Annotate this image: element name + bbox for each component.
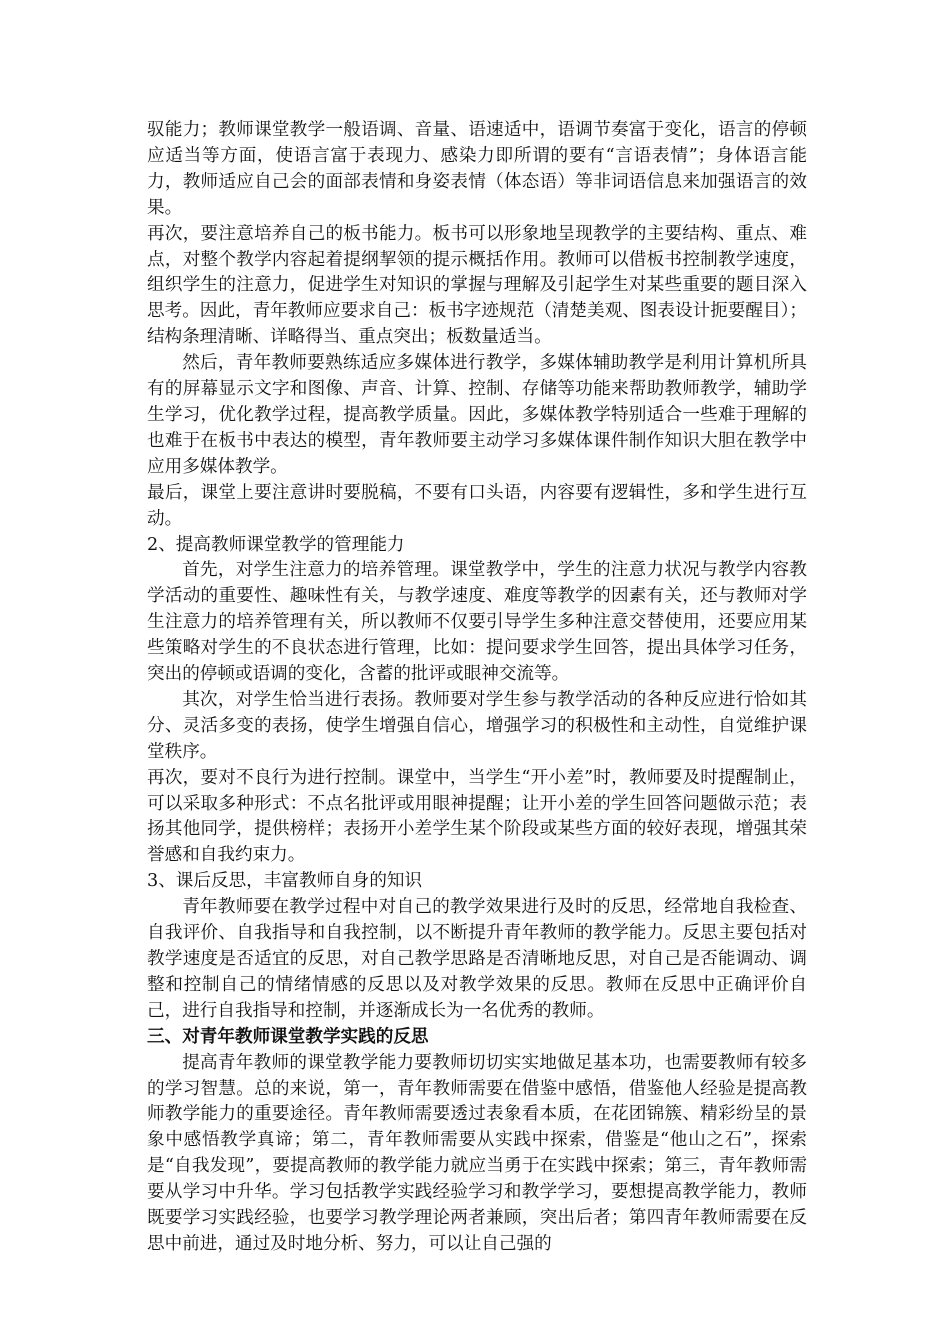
section-heading-management: 2、提高教师课堂教学的管理能力: [147, 534, 405, 555]
paragraph-multimedia: 然后，青年教师要熟练适应多媒体进行教学，多媒体辅助教学是利用计算机所具有的屏幕显示文字和图像、声音、计算、控制、存储等功能来帮助教师教学，辅助学生学习，优化教学过程，提高教学质量。因此，多媒体教学特别适合一些难于理解的也难于在板书中表达的模型，青年教师要主动学习多媒体课件制作知识大胆在教学中应用多媒体教学。: [147, 353, 807, 477]
paragraph-praise: 其次，对学生恰当进行表扬。教师要对学生参与教学活动的各种反应进行恰如其分、灵活多变的表扬，使学生增强自信心，增强学习的积极性和主动性，自觉维护课堂秩序。: [147, 689, 807, 762]
paragraph-attention-management: 首先，对学生注意力的培养管理。课堂教学中，学生的注意力状况与教学内容教学活动的重要性、趣味性有关，与教学速度、难度等教学的因素有关，还与教师对学生注意力的培养管理有关，所以教师不仅要引导学生多种注意交替使用，还要应用某些策略对学生的不良状态进行管理，比如：提问要求学生回答，提出具体学习任务，突出的停顿或语调的变化，含蓄的批评或眼神交流等。: [147, 560, 807, 685]
document-body: [147, 118, 807, 1258]
paragraph-self-reflection: 青年教师要在教学过程中对自己的教学效果进行及时的反思，经常地自我检查、自我评价、自我指导和自我控制，以不断提升青年教师的教学能力。反思主要包括对教学速度是否适宜的反思，对自己教学思路是否清晰地反思，对自己是否能调动、调整和控制自己的情绪情感的反思以及对教学效果的反思。教师在反思中正确评价自己，进行自我指导和控制，并逐渐成长为一名优秀的教师。: [147, 897, 807, 1021]
paragraph-blackboard-writing: 再次，要注意培养自己的板书能力。板书可以形象地呈现教学的主要结构、重点、难点，对整个教学内容起着提纲挈领的提示概括作用。教师可以借板书控制教学速度，组织学生的注意力，促进学生对知识的掌握与理解及引起学生对某些重要的题目深入思考。因此，青年教师应要求自己：板书字迹规范（清楚美观、图表设计扼要醒目）；结构条理清晰、详略得当、重点突出；板数量适当。: [147, 223, 807, 348]
paragraph-summary: 提高青年教师的课堂教学能力要教师切切实实地做足基本功，也需要教师有较多的学习智慧。总的来说，第一，青年教师需要在借鉴中感悟，借鉴他人经验是提高教师教学能力的重要途径。青年教师需要透过表象看本质，在花团锦簇、精彩纷呈的景象中感悟教学真谛；第二，青年教师需要从实践中探索，借鉴是“他山之石”，探索是“自我发现”，要提高教师的教学能力就应当勇于在实践中探索；第三，青年教师需要从学习中升华。学习包括教学实践经验学习和教学学习，要想提高教学能力，教师既要学习实践经验，也要学习教学理论两者兼顾，突出后者；第四青年教师需要在反思中前进，通过及时地分析、努力，可以让自己强的: [147, 1052, 807, 1254]
paragraph-finally-interaction: 最后，课堂上要注意讲时要脱稿，不要有口头语，内容要有逻辑性，多和学生进行互动。: [147, 482, 807, 529]
paragraph-language-ability: 驭能力；教师课堂教学一般语调、音量、语速适中，语调节奏富于变化，语言的停顿应适当等方面，使语言富于表现力、感染力即所谓的要有“言语表情”；身体语言能力，教师适应自己会的面部表情和身姿表情（体态语）等非词语信息来加强语言的效果。: [147, 120, 807, 218]
paragraph-behavior-control: 再次，要对不良行为进行控制。课堂中，当学生“开小差”时，教师要及时提醒制止，可以采取多种形式：不点名批评或用眼神提醒；让开小差的学生回答问题做示范；表扬其他同学，提供榜样；表扬开小差学生某个阶段或某些方面的较好表现，增强其荣誉感和自我约束力。: [147, 767, 807, 866]
section-heading-reflection: 3、课后反思，丰富教师自身的知识: [147, 871, 423, 892]
chapter-heading-practice-reflection: 三、对青年教师课堂教学实践的反思: [147, 1026, 429, 1047]
